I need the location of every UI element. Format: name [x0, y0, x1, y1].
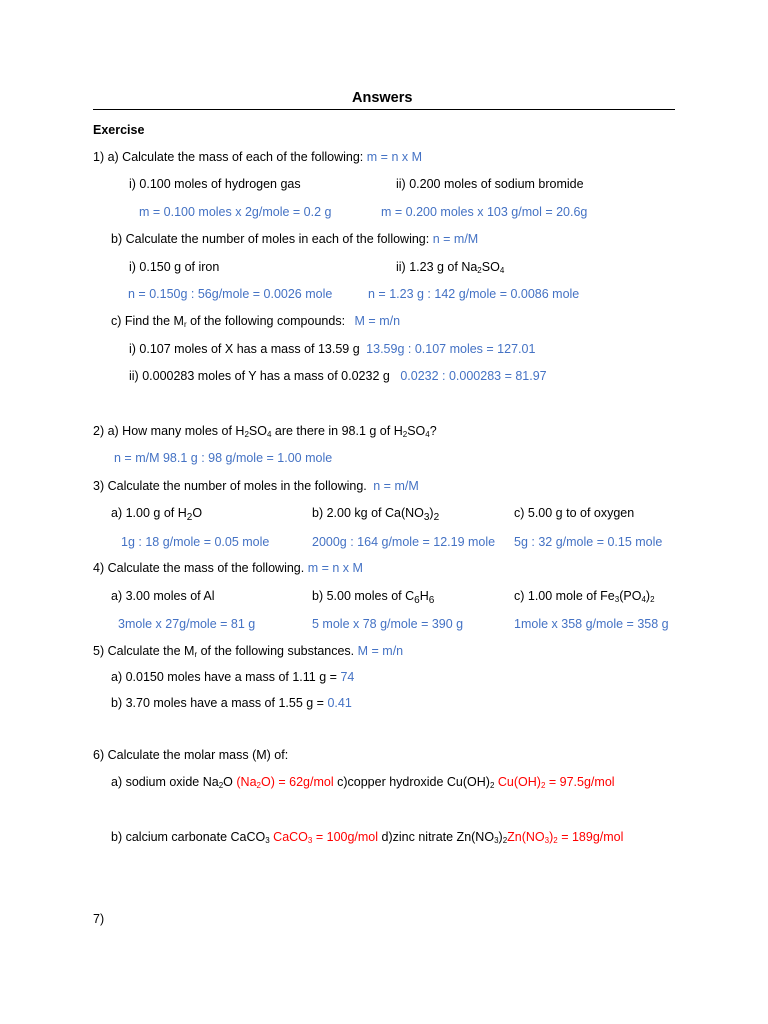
- q3-a: [111, 506, 202, 523]
- q4-c-mid2: ): [645, 589, 651, 603]
- q4-b-sub1: 6: [414, 595, 420, 606]
- q4-c-sub3: 2: [650, 595, 655, 604]
- q2-t5: ?: [429, 424, 437, 438]
- q5-prompt: [93, 644, 403, 659]
- q6-prompt: 6) Calculate the molar mass (M) of:: [93, 748, 289, 762]
- q6-row1: [111, 775, 615, 790]
- q3-c: c) 5.00 g to of oxygen: [514, 506, 635, 520]
- q6-b-ans-sub: 3: [307, 836, 313, 845]
- q6-d-ans-sub1: 3: [544, 836, 550, 845]
- q1-a-text: 1) a) Calculate the mass of each of the following:: [93, 150, 364, 164]
- q1-b-prompt: [111, 232, 478, 246]
- q4-b-pre: b) 5.00 moles of C: [312, 589, 415, 603]
- q2-t4: SO: [407, 424, 426, 438]
- q2-s3: 2: [402, 430, 408, 439]
- q6-b-ans-val: = 100g/mol: [315, 830, 379, 844]
- q1-b-text: b) Calculate the number of moles in each of the following:: [111, 232, 430, 246]
- q6-a-post: O: [223, 775, 233, 789]
- q4-answer-c: 1mole x 358 g/mole = 358 g: [514, 617, 669, 631]
- q3-a-post: O: [192, 506, 203, 520]
- q6-d-ans-pre: Zn(NO: [507, 830, 545, 844]
- q4-c-sub1: 3: [614, 595, 620, 604]
- q6-d-sub1: 3: [494, 836, 499, 845]
- q1-c-ii: [129, 369, 547, 383]
- q1-c-prompt: [111, 314, 400, 329]
- q4-b-sub2: 6: [428, 595, 435, 606]
- q6-d-ans-mid: ): [549, 830, 554, 844]
- q5-b-answer: 0.41: [327, 696, 352, 710]
- q5-a-answer: 74: [340, 670, 355, 684]
- q5-a: [111, 670, 354, 684]
- exercise-heading: Exercise: [93, 123, 145, 137]
- q1-a-i: i) 0.100 moles of hydrogen gas: [129, 177, 301, 191]
- q6-b-sub: 3: [265, 836, 270, 845]
- q6-b-ans-pre: CaCO: [273, 830, 308, 844]
- q1-b-ii: [396, 260, 504, 275]
- q2-s1: 2: [244, 430, 249, 439]
- q1-b-answer-i: n = 0.150g : 56g/mole = 0.0026 mole: [128, 287, 333, 301]
- q6-d-ans-val: = 189g/mol: [561, 830, 624, 844]
- q6-a-ans-sub: 2: [256, 781, 261, 790]
- q1-c-i-text: i) 0.107 moles of X has a mass of 13.59 g: [129, 342, 360, 356]
- q4-prompt: [93, 561, 363, 575]
- q7-label: 7): [93, 912, 105, 926]
- q5-b-text: b) 3.70 moles have a mass of 1.55 g =: [111, 696, 324, 710]
- q1-b-ii-mid: SO: [481, 260, 500, 274]
- q1-a-prompt: [93, 150, 422, 164]
- q1-a-answer-ii: m = 0.200 moles x 103 g/mol = 20.6g: [381, 205, 588, 219]
- q3-b: [312, 506, 439, 523]
- q1-b-ii-sub2: 4: [499, 266, 505, 275]
- q1-c-i-answer: 13.59g : 0.107 moles = 127.01: [366, 342, 536, 356]
- q6-c-ans-sub: 2: [540, 781, 546, 790]
- q6-d-ans-sub2: 2: [553, 836, 558, 845]
- q4-answer-b: 5 mole x 78 g/mole = 390 g: [312, 617, 464, 631]
- q4-b-mid: H: [419, 589, 429, 603]
- q6-a-pre: a) sodium oxide Na: [111, 775, 219, 789]
- q1-c-text-post: of the following compounds:: [186, 314, 346, 328]
- page-title: Answers: [352, 90, 413, 106]
- q4-text: 4) Calculate the mass of the following.: [93, 561, 305, 575]
- q3-a-sub: 2: [186, 512, 193, 523]
- q5-a-text: a) 0.0150 moles have a mass of 1.11 g =: [111, 670, 337, 684]
- q5-text-sub: r: [194, 650, 198, 659]
- q1-c-ii-answer: 0.0232 : 0.000283 = 81.97: [400, 369, 547, 383]
- q6-d-pre: d)zinc nitrate Zn(NO: [381, 830, 495, 844]
- q4-b: [312, 589, 434, 606]
- q2-t1: 2) a) How many moles of H: [93, 424, 245, 438]
- q3-a-pre: a) 1.00 g of H: [111, 506, 187, 520]
- q6-c-sub: 2: [489, 781, 495, 790]
- q3-prompt: [93, 479, 419, 493]
- q4-c-mid: (PO: [619, 589, 642, 603]
- q3-answer-a: 1g : 18 g/mole = 0.05 mole: [121, 535, 270, 549]
- q1-a-answer-i: m = 0.100 moles x 2g/mole = 0.2 g: [139, 205, 332, 219]
- q6-c-ans-val: = 97.5g/mol: [548, 775, 615, 789]
- q4-c-sub2: 4: [641, 595, 646, 604]
- q1-c-text-pre: c) Find the M: [111, 314, 184, 328]
- q3-b-pre: b) 2.00 kg of Ca(NO: [312, 506, 424, 520]
- q6-a-ans-val: = 62g/mol: [278, 775, 334, 789]
- q6-a-sub: 2: [218, 781, 224, 790]
- q5-text-pre: 5) Calculate the M: [93, 644, 195, 658]
- q6-row2: [111, 830, 623, 845]
- q2-s2: 4: [266, 430, 272, 439]
- q1-b-answer-ii: n = 1.23 g : 142 g/mole = 0.0086 mole: [368, 287, 580, 301]
- q6-d-sub2: 2: [502, 836, 508, 845]
- q3-answer-c: 5g : 32 g/mole = 0.15 mole: [514, 535, 663, 549]
- q4-c-pre: c) 1.00 mole of Fe: [514, 589, 615, 603]
- q2-prompt: [93, 424, 437, 439]
- q4-c: [514, 589, 655, 604]
- q3-b-sub2: 2: [433, 512, 440, 523]
- q1-c-text-sub: r: [183, 320, 187, 329]
- q2-s4: 4: [425, 430, 430, 439]
- q6-d-mid: ): [498, 830, 503, 844]
- q5-formula: M = m/n: [357, 644, 404, 658]
- q4-formula: m = n x M: [307, 561, 363, 575]
- q1-b-ii-sub1: 2: [477, 266, 482, 275]
- q3-answer-b: 2000g : 164 g/mole = 12.19 mole: [312, 535, 496, 549]
- q2-t3: are there in 98.1 g of H: [271, 424, 403, 438]
- q1-b-i: i) 0.150 g of iron: [129, 260, 220, 274]
- q3-formula: n = m/M: [373, 479, 419, 493]
- q6-c-ans-pre: Cu(OH): [497, 775, 541, 789]
- q4-answer-a: 3mole x 27g/mole = 81 g: [118, 617, 256, 631]
- q2-answer: n = m/M 98.1 g : 98 g/mole = 1.00 mole: [114, 451, 333, 465]
- q6-c-pre: c)copper hydroxide Cu(OH): [337, 775, 490, 789]
- q1-a-formula: m = n x M: [366, 150, 422, 164]
- q1-b-ii-pre: ii) 1.23 g of Na: [396, 260, 478, 274]
- q3-b-mid: ): [429, 506, 434, 520]
- q1-c-i: [129, 342, 535, 356]
- q1-c-ii-text: ii) 0.000283 moles of Y has a mass of 0.0232 g: [129, 369, 390, 383]
- q5-b: [111, 696, 352, 710]
- q2-t2: SO: [248, 424, 267, 438]
- q6-a-ans-post: O): [260, 775, 275, 789]
- q5-text-post: of the following substances.: [197, 644, 355, 658]
- q6-b-pre: b) calcium carbonate CaCO: [111, 830, 266, 844]
- q1-c-formula: M = m/n: [354, 314, 401, 328]
- q3-text: 3) Calculate the number of moles in the following.: [93, 479, 367, 493]
- q4-a: a) 3.00 moles of Al: [111, 589, 215, 603]
- q1-b-formula: n = m/M: [432, 232, 479, 246]
- q1-a-ii: ii) 0.200 moles of sodium bromide: [396, 177, 584, 191]
- title-divider: [93, 109, 675, 110]
- q6-a-ans-pre: (Na: [236, 775, 257, 789]
- q3-b-sub1: 3: [423, 512, 430, 523]
